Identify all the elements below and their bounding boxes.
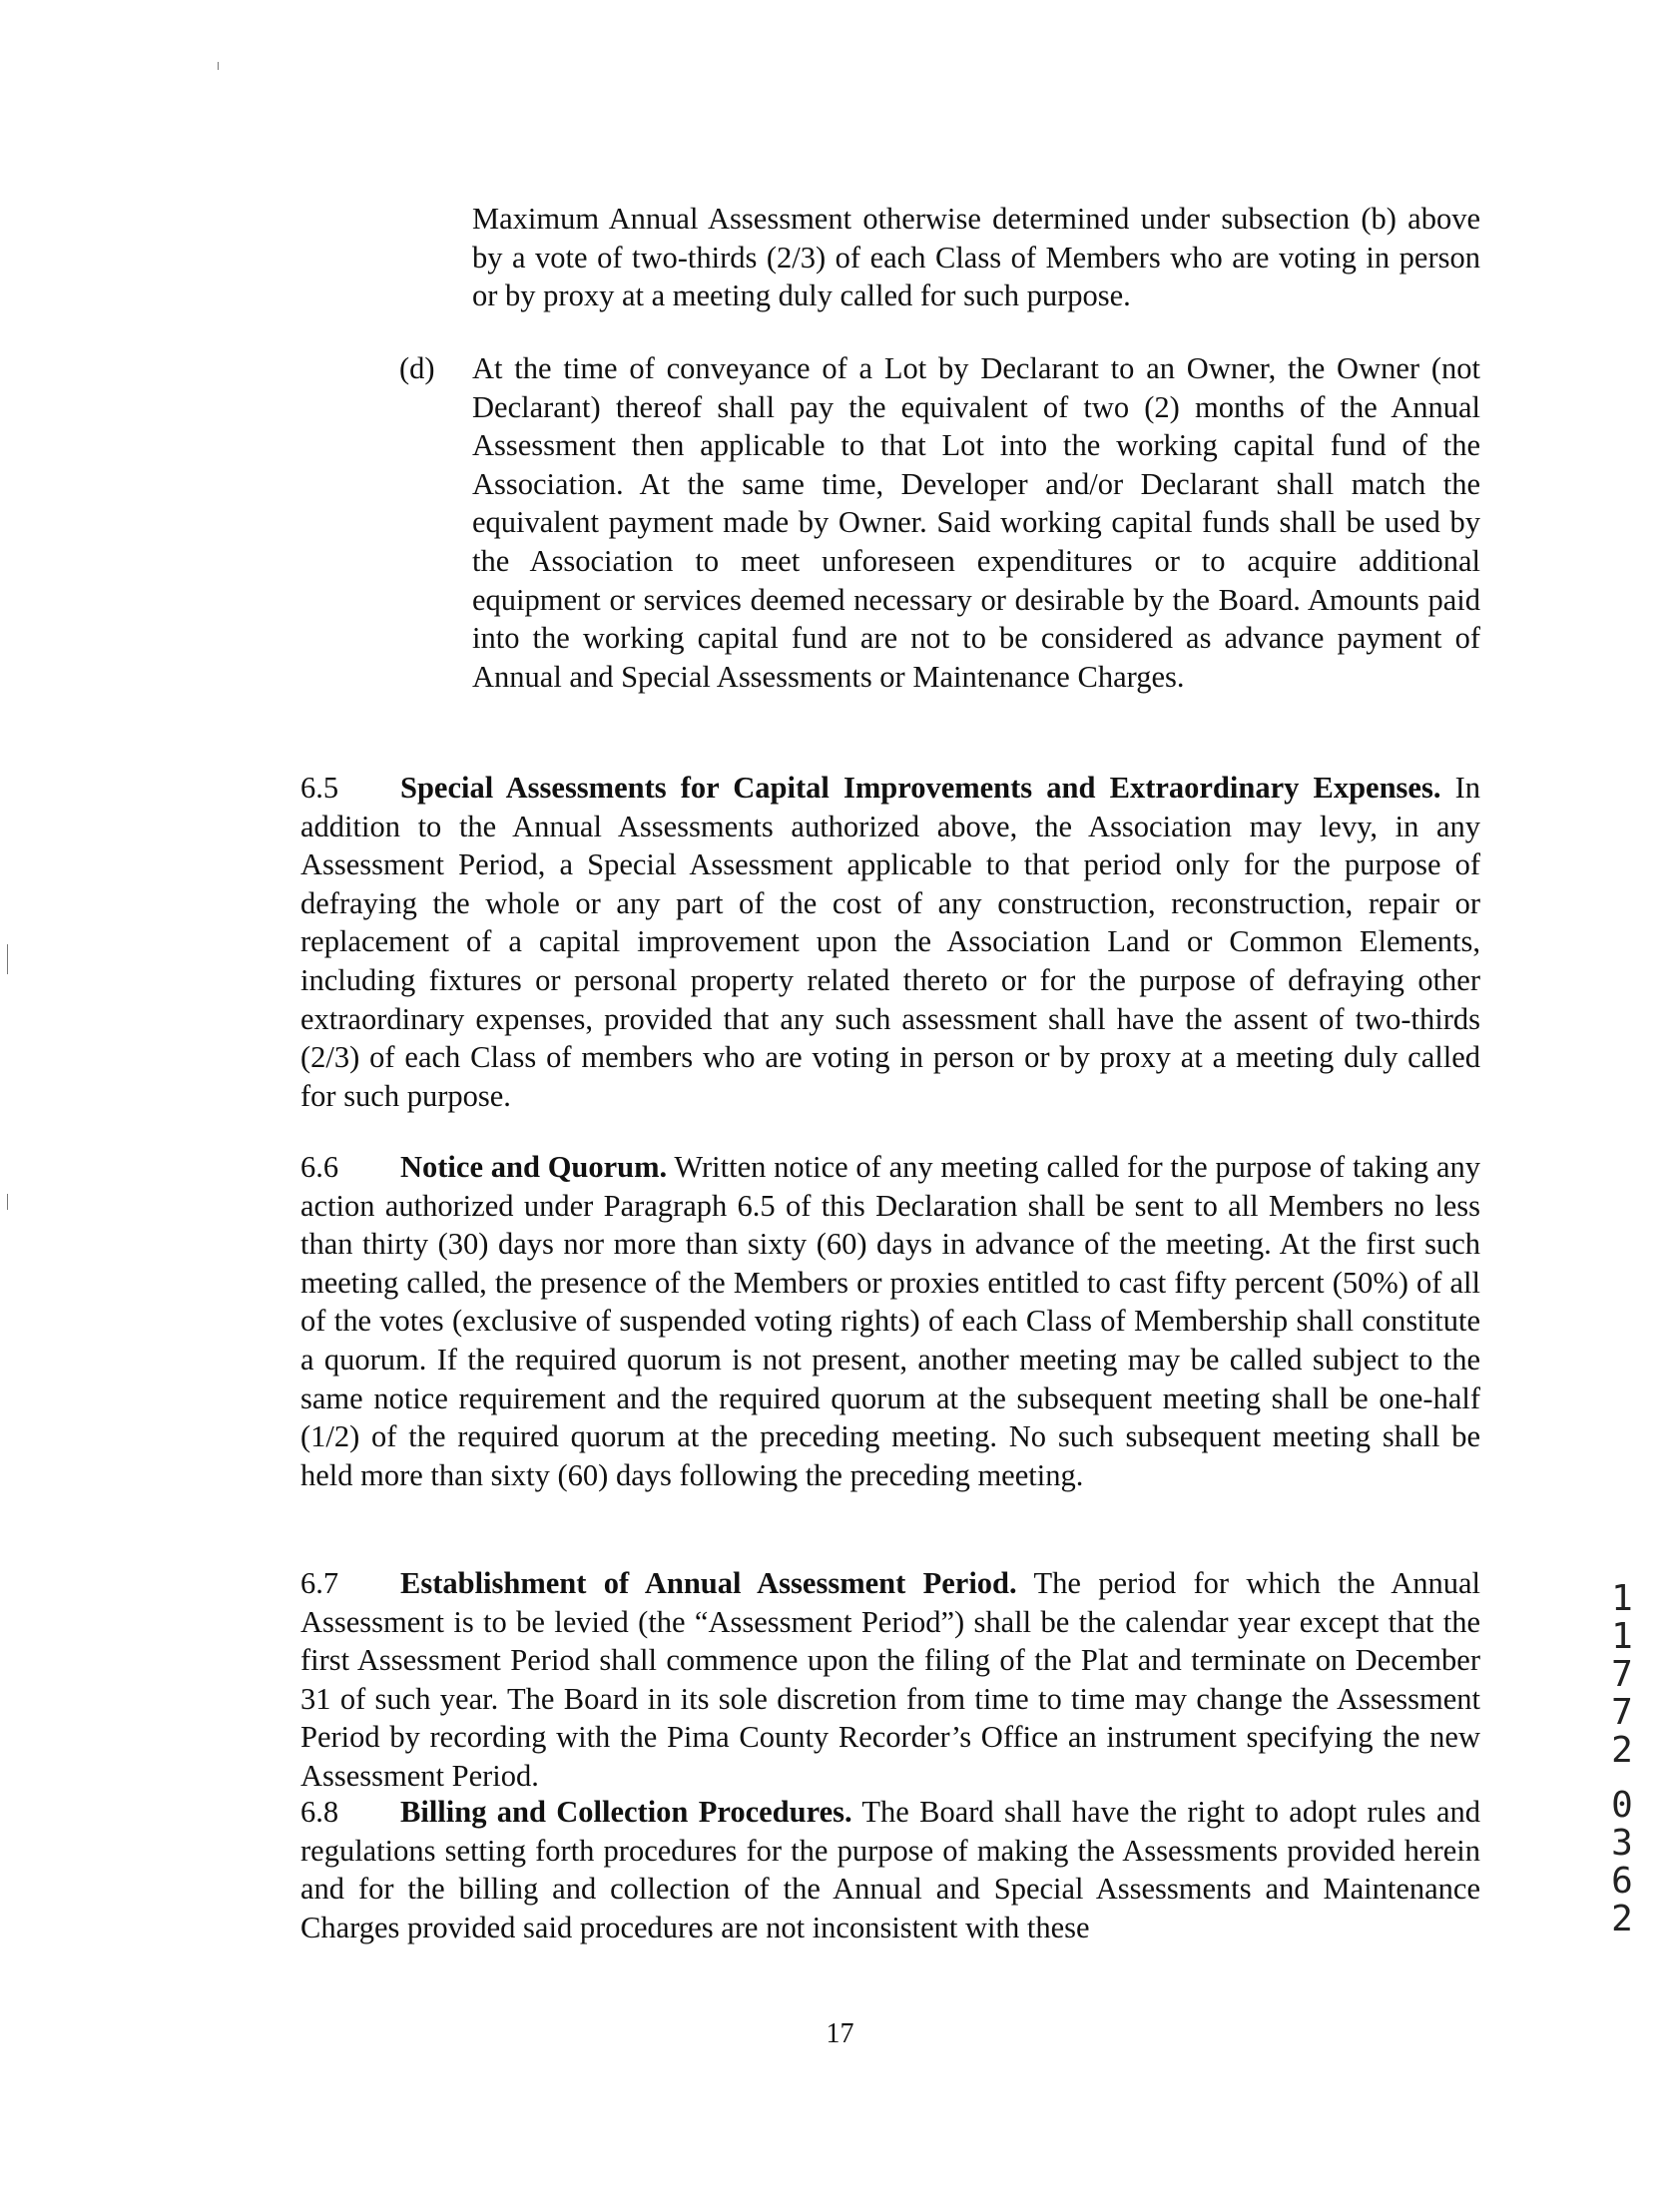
stamp-digit: 3: [1611, 1823, 1633, 1864]
scan-mark: [7, 944, 8, 974]
section-body: In addition to the Annual Assessments authorized above, the Association may levy, in any Assessment Period, a Special Assessment applicable to that period only for the purpose of defraying the whole or any part of the cost of any construction, reconstruction, repair or replacement of a capital improvement upon the Association Land or Common Elements, including fixtures or personal property related thereto or for the purpose of defraying other extraordinary expenses, provided that any such assessment shall have the assent of two-thirds (2/3) of each Class of members who are voting in person or by proxy at a meeting duly called for such purpose.: [300, 771, 1480, 1113]
continuation-paragraph: Maximum Annual Assessment otherwise determined under subsection (b) above by a vote of two-thirds (2/3) of each Class of Members who are voting in person or by proxy at a meeting duly called for such purpose.: [472, 202, 1480, 313]
section-title: Special Assessments for Capital Improvements and Extraordinary Expenses.: [400, 771, 1441, 805]
item-d-label: (d): [399, 351, 435, 385]
scan-mark: [218, 62, 219, 70]
scan-mark: [7, 1194, 8, 1210]
stamp-digit: 0: [1611, 1785, 1633, 1826]
item-d-text: At the time of conveyance of a Lot by Declarant to an Owner, the Owner (not Declarant) thereof shall pay the equivalent of two (2) months of the Annual Assessment then applicable to that Lot into the working capital fund of the Association. At the same time, Developer and/or Declarant shall match the equivalent payment made by Owner. Said working capital funds shall be used by the Association to meet unforeseen expenditures or to acquire additional equipment or services deemed necessary or desirable by the Board. Amounts paid into the working capital fund are not to be considered as advance payment of Annual and Special Assessments or Maintenance Charges.: [472, 351, 1480, 694]
section-number: 6.5: [300, 771, 339, 805]
section-title: Establishment of Annual Assessment Period.: [400, 1566, 1017, 1600]
section-number: 6.6: [300, 1150, 339, 1184]
section-number: 6.8: [300, 1795, 339, 1829]
section-body: The period for which the Annual Assessment is to be levied (the “Assessment Period”) shall be the calendar year except that the first Assessment Period shall commence upon the filing of the Plat and terminate on December 31 of such year. The Board in its sole discretion from time to time may change the Assessment Period by recording with the Pima County Recorder’s Office an instrument specifying the new Assessment Period.: [300, 1566, 1481, 1793]
stamp-digit: 1: [1611, 1578, 1633, 1619]
recording-docket-number: [1605, 1580, 1639, 1770]
section-6-8: [300, 1793, 1480, 1946]
stamp-digit: 1: [1611, 1616, 1633, 1657]
section-title: Notice and Quorum.: [400, 1150, 668, 1184]
section-number: 6.7: [300, 1566, 339, 1600]
stamp-digit: 7: [1611, 1654, 1633, 1695]
stamp-digit: 7: [1611, 1692, 1633, 1733]
page-number: 17: [826, 2018, 854, 2049]
stamp-digit: 2: [1611, 1899, 1633, 1939]
stamp-digit: 2: [1611, 1730, 1633, 1771]
section-body: The Board shall have the right to adopt rules and regulations setting forth procedures for the purpose of making the Assessments provided herein and for the billing and collection of the Annual and Special Assessments and Maintenance Charges provided said procedures are not inconsistent with these: [300, 1795, 1481, 1944]
section-body: Written notice of any meeting called for the purpose of taking any action authorized under Paragraph 6.5 of this Declaration shall be sent to all Members no less than thirty (30) days nor more than sixty (60) days in advance of the meeting. At the first such meeting called, the presence of the Members or proxies entitled to cast fifty percent (50%) of all of the votes (exclusive of suspended voting rights) of each Class of Membership shall constitute a quorum. If the required quorum is not present, another meeting may be called subject to the same notice requirement and the required quorum at the subsequent meeting shall be one-half (1/2) of the required quorum at the preceding meeting. No such subsequent meeting shall be held more than sixty (60) days following the preceding meeting.: [300, 1150, 1481, 1492]
section-6-6: [300, 1148, 1480, 1494]
section-6-7: [300, 1564, 1480, 1796]
stamp-digit: 6: [1611, 1861, 1633, 1902]
section-6-5: [300, 769, 1480, 1115]
recording-page-number: [1605, 1787, 1639, 1938]
section-title: Billing and Collection Procedures.: [400, 1795, 852, 1829]
